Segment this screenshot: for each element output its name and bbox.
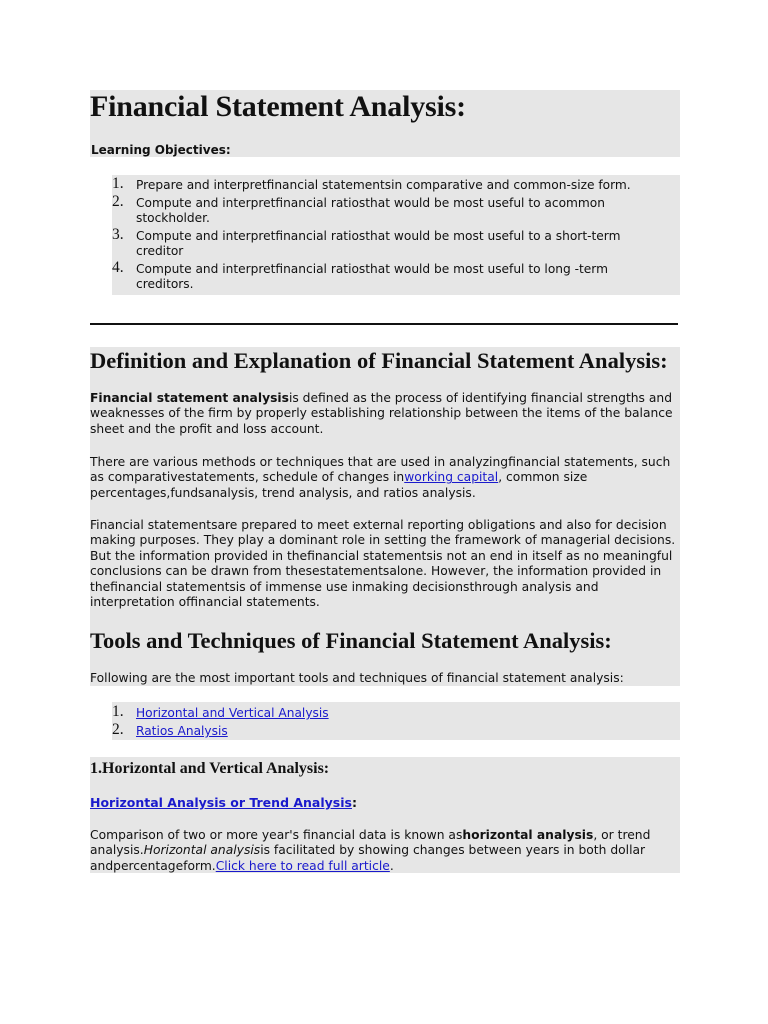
list-item <box>112 193 632 226</box>
definition-term: Financial statement analysis <box>90 391 289 405</box>
definition-text: is defined as the process of identifying financial strengths and weaknesses of the firm by properly establishing relationship between the items of the balance sheet and the profit and loss account. <box>90 391 673 436</box>
horizontal-rule <box>90 323 678 325</box>
working-capital-link[interactable]: working capital <box>404 470 499 485</box>
list-number: 2. <box>112 193 124 210</box>
list-item <box>112 226 632 259</box>
horizontal-heading: 1.Horizontal and Vertical Analysis: <box>90 760 330 777</box>
tools-list <box>112 703 632 742</box>
definition-heading: Definition and Explanation of Financial Statement Analysis: <box>90 348 668 373</box>
horizontal-paragraph <box>90 828 676 874</box>
horizontal-subheading <box>90 795 676 810</box>
paragraph-text: . <box>389 858 394 873</box>
paragraph-text: is facilitated by showing changes between years in both dollar andpercentageform. <box>90 843 646 873</box>
paragraph-text: , or trend analysis. <box>90 828 651 858</box>
list-number: 2. <box>112 721 124 738</box>
paragraph-text: , common size percentages,fundsanalysis, trend analysis, and ratios analysis. <box>90 470 588 500</box>
read-full-article-link[interactable]: Click here to read full article <box>215 858 390 873</box>
list-item-text: Compute and interpretfinancial ratiosthat would be most useful to long -term creditors. <box>136 262 608 291</box>
list-item-text: Compute and interpretfinancial ratiosthat would be most useful to acommon stockholder. <box>136 196 605 225</box>
definition-paragraph-2 <box>90 455 676 501</box>
tools-intro: Following are the most important tools and techniques of financial statement analysis: <box>90 671 624 685</box>
paragraph-text: Comparison of two or more year's financial data is known as <box>90 828 463 842</box>
subheading-colon: : <box>351 795 357 810</box>
objectives-list <box>112 175 632 295</box>
list-item-text: Prepare and interpretfinancial statementsin comparative and common-size form. <box>136 178 631 192</box>
ratios-analysis-link[interactable]: Ratios Analysis <box>136 724 228 738</box>
definition-paragraph-3: Financial statementsare prepared to meet external reporting obligations and also for decision making purposes. They play a dominant role in setting the framework of managerial decisions. But the information provided in thefinancial statementsis not an end in itself as no meaningful conclusions can be drawn from thesestatementsalone. However, the information provided in thefinancial statementsis of immense use inmaking decisionsthrough analysis and interpretation offinancial statements. <box>90 518 676 610</box>
learning-objectives-label: Learning Objectives: <box>91 143 231 157</box>
list-item <box>112 259 632 292</box>
italic-term: Horizontal analysis <box>143 843 261 858</box>
list-number: 4. <box>112 259 124 276</box>
list-item <box>112 175 632 193</box>
definition-paragraph-1 <box>90 391 676 437</box>
horizontal-trend-analysis-link[interactable]: Horizontal Analysis or Trend Analysis <box>90 795 352 810</box>
list-item <box>112 721 632 739</box>
list-number: 1. <box>112 175 124 192</box>
list-number: 3. <box>112 226 124 243</box>
bold-term: horizontal analysis <box>462 828 594 842</box>
paragraph-text: There are various methods or techniques that are used in analyzingfinancial statements, such as comparativestatements, schedule of changes in <box>90 455 671 485</box>
page-title: Financial Statement Analysis: <box>90 90 466 123</box>
list-item <box>112 703 632 721</box>
list-item-text: Compute and interpretfinancial ratiosthat would be most useful to a short-term creditor <box>136 229 621 258</box>
tools-heading: Tools and Techniques of Financial Statement Analysis: <box>90 628 612 653</box>
list-number: 1. <box>112 703 124 720</box>
horizontal-vertical-analysis-link[interactable]: Horizontal and Vertical Analysis <box>136 706 329 720</box>
